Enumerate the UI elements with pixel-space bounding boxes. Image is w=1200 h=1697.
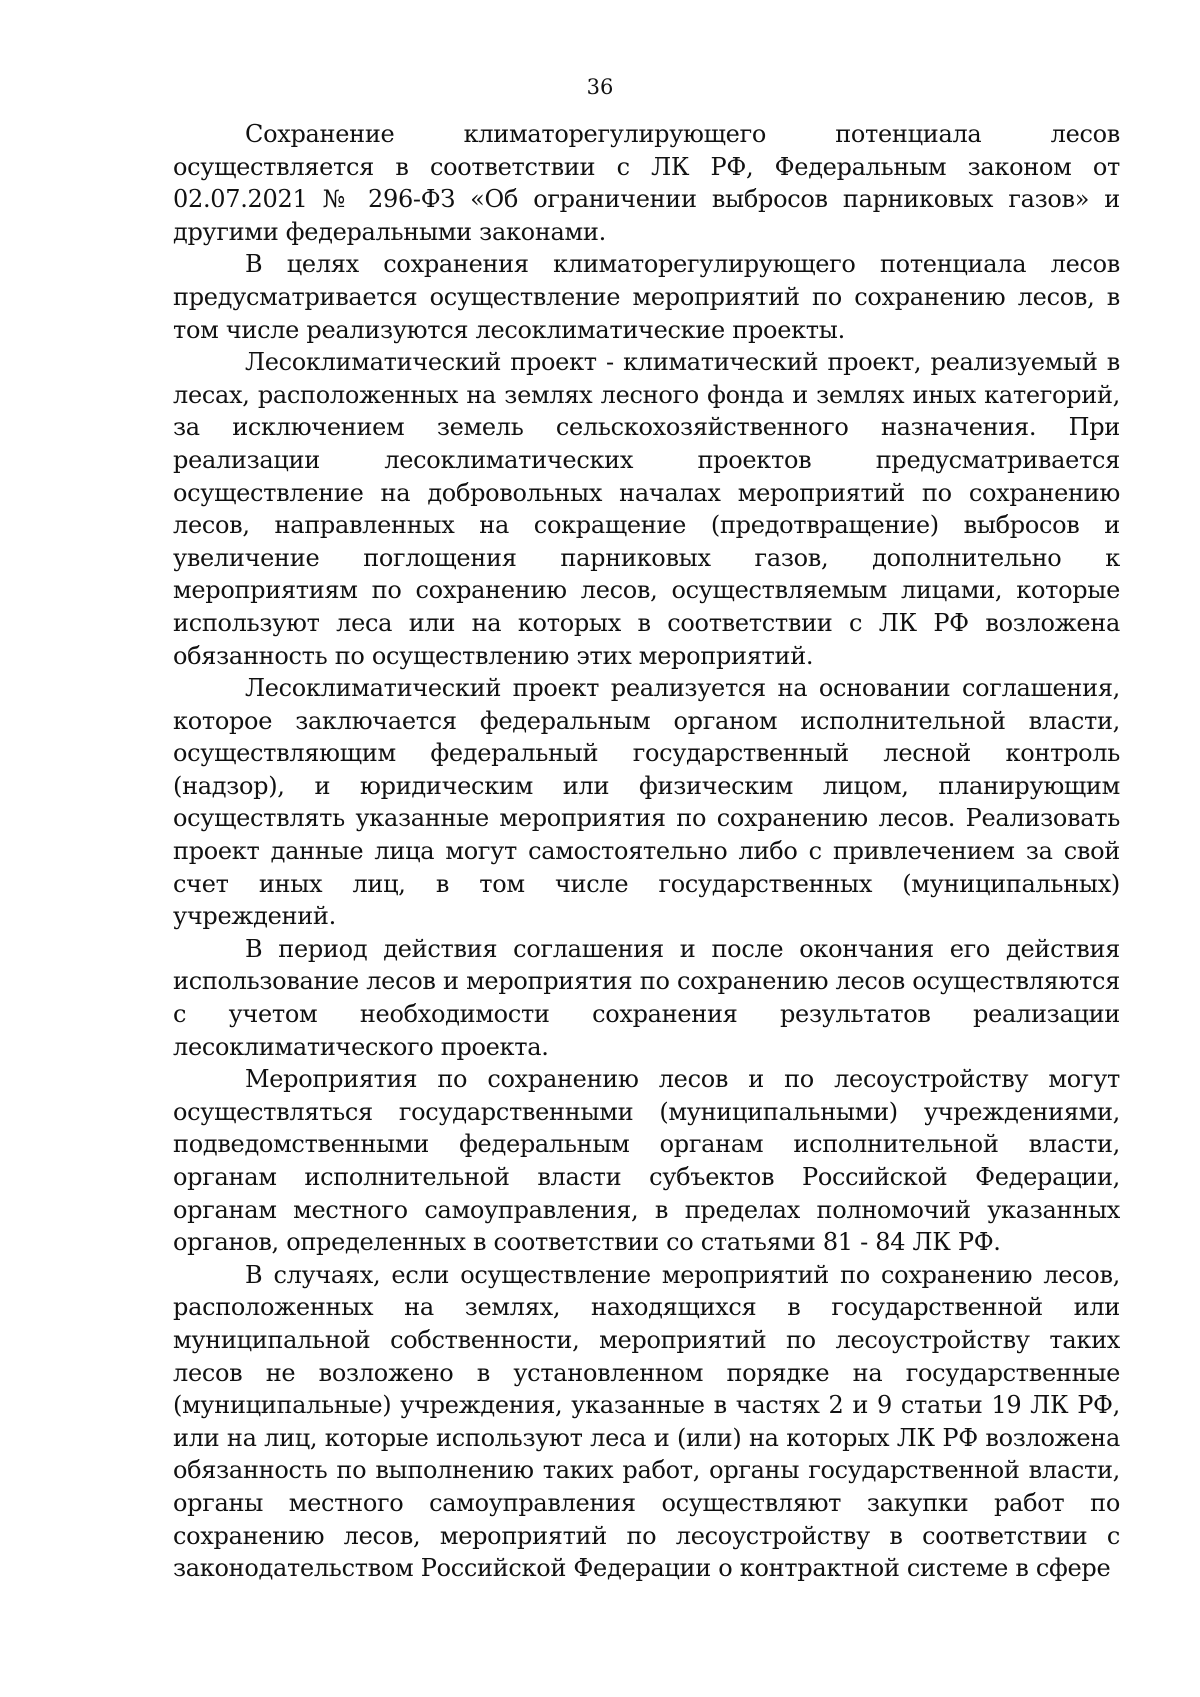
paragraph-procurement: В случаях, если осуществление мероприятий по сохранению лесов, расположенных на землях, находящихся в государственной или муниципальной собственности, мероприятий по лесоустройству таких лесов не возложено в установленном порядке на государственные (муниципальные) учреждения, указанные в частях 2 и 9 статьи 19 ЛК РФ, или на лиц, которые используют леса и (или) на которых ЛК РФ возложена обязанность по выполнению таких работ, органы государственной власти, органы местного самоуправления осуществляют закупки работ по сохранению лесов, мероприятий по лесоустройству в соответствии с законодательством Российской Федерации о контрактной системе в сфере [173,1260,1120,1583]
paragraph-forest-climate-project: Лесоклиматический проект - климатический проект, реализуемый в лесах, расположенных на землях лесного фонда и землях иных категорий, за исключением земель сельскохозяйственного назначения. При реализации лесоклиматических проектов предусматривается осуществление на добровольных началах мероприятий по сохранению лесов, направленных на сокращение (предотвращение) выбросов и увеличение поглощения парниковых газов, дополнительно к мероприятиям по сохранению лесов, осуществляемым лицами, которые используют леса или на которых в соответствии с ЛК РФ возложена обязанность по осуществлению этих мероприятий. [173,348,1120,670]
document-body [173,118,1120,1585]
paragraph-project-agreement: Лесоклиматический проект реализуется на основании соглашения, которое заключается федеральным органом исполнительной власти, осуществляющим федеральный государственный лесной контроль (надзор), и юридическим или физическим лицом, планирующим осуществлять указанные мероприятия по сохранению лесов. Реализовать проект данные лица могут самостоятельно либо с привлечением за свой счет иных лиц, в том числе государственных (муниципальных) учреждений. [173,674,1120,931]
paragraph-climate-potential: Сохранение климаторегулирующего потенциала лесов осуществляется в соответствии с ЛК РФ, Федеральным законом от 02.07.2021 № 296-ФЗ «Об ограничении выбросов парниковых газов» и другими федеральными законами. [173,120,1120,246]
paragraph-climate-measures: В целях сохранения климаторегулирующего потенциала лесов предусматривается осуществление мероприятий по сохранению лесов, в том числе реализуются лесоклиматические проекты. [173,250,1120,344]
paragraph-agreement-period: В период действия соглашения и после окончания его действия использование лесов и мероприятия по сохранению лесов осуществляются с учетом необходимости сохранения результатов реализации лесоклиматического проекта. [173,934,1120,1061]
page-number: 36 [586,75,614,99]
paragraph-state-institutions: Мероприятия по сохранению лесов и по лесоустройству могут осуществляться государственными (муниципальными) учреждениями, подведомственными федеральным органам исполнительной власти, органам исполнительной власти субъектов Российской Федерации, органам местного самоуправления, в пределах полномочий указанных органов, определенных в соответствии со статьями 81 - 84 ЛК РФ. [173,1065,1120,1257]
